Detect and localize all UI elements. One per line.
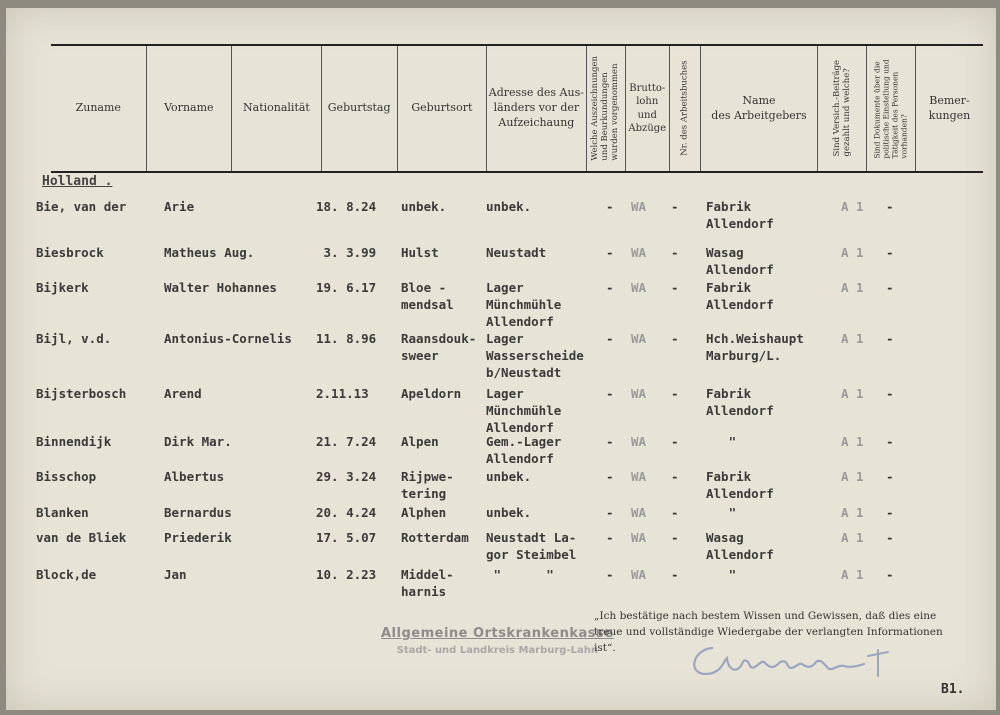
vorname-cell: Arend (164, 386, 202, 401)
adresse-cell: Lager Wasserscheide b/Neustadt (486, 331, 584, 380)
vorname-cell: Walter Hohannes (164, 280, 277, 295)
column-header-row (51, 44, 983, 173)
zuname-cell: Bisschop (36, 469, 97, 484)
arbeitgeber-cell: Hch.Weishaupt Marburg/L. (706, 331, 804, 363)
geburtstag-cell: 18. 8.24 (316, 199, 377, 214)
bruttolohn-cell: WA (631, 245, 647, 260)
auszeichnungen-cell: - (606, 245, 614, 260)
stamp-line-2: Stadt- und Landkreis Marburg-Lahn (396, 645, 598, 656)
auszeichnungen-cell: - (606, 280, 614, 295)
header-nationalitaet: Nationalität (232, 46, 322, 171)
versicherung-cell: A 1 (841, 505, 864, 520)
vorname-cell: Albertus (164, 469, 225, 484)
geburtstag-cell: 21. 7.24 (316, 434, 377, 449)
document-card (6, 8, 996, 710)
arbeitgeber-cell: " (706, 505, 737, 520)
zuname-cell: Blanken (36, 505, 89, 520)
arbeitgeber-cell: " (706, 567, 737, 582)
header-arbeitgeber: Name des Arbeitgebers (701, 46, 818, 171)
zuname-cell: Bie, van der (36, 199, 127, 214)
auszeichnungen-cell: - (606, 199, 614, 214)
versicherung-cell: A 1 (841, 199, 864, 214)
dokumente-cell: - (886, 199, 894, 214)
bruttolohn-cell: WA (631, 567, 647, 582)
adresse-cell: unbek. (486, 199, 532, 214)
arbeitsbuch-cell: - (671, 386, 679, 401)
handwritten-signature (682, 630, 902, 690)
versicherung-cell: A 1 (841, 530, 864, 545)
zuname-cell: van de Bliek (36, 530, 127, 545)
arbeitsbuch-cell: - (671, 199, 679, 214)
adresse-cell: Neustadt (486, 245, 547, 260)
adresse-cell: Neustadt La- gor Steimbel (486, 530, 577, 562)
dokumente-cell: - (886, 280, 894, 295)
vorname-cell: Priederik (164, 530, 232, 545)
arbeitsbuch-cell: - (671, 567, 679, 582)
zuname-cell: Binnendijk (36, 434, 112, 449)
geburtstag-cell: 11. 8.96 (316, 331, 377, 346)
bruttolohn-cell: WA (631, 331, 647, 346)
vorname-cell: Dirk Mar. (164, 434, 232, 449)
insurance-stamp (381, 626, 614, 656)
vorname-cell: Matheus Aug. (164, 245, 255, 260)
arbeitgeber-cell: Wasag Allendorf (706, 245, 774, 277)
versicherung-cell: A 1 (841, 280, 864, 295)
bruttolohn-cell: WA (631, 434, 647, 449)
section-title: Holland . (42, 174, 113, 189)
auszeichnungen-cell: - (606, 505, 614, 520)
geburtstag-cell: 10. 2.23 (316, 567, 377, 582)
header-adresse: Adresse des Aus- länders vor der Aufzeichaung (487, 46, 586, 171)
header-vorname: Vorname (147, 46, 233, 171)
geburtstag-cell: 19. 6.17 (316, 280, 377, 295)
versicherung-cell: A 1 (841, 331, 864, 346)
header-dokumente: Sind Dokumente über die politische Einstellung und Tätigkeit des Personen vorhanden? (867, 46, 916, 171)
auszeichnungen-cell: - (606, 567, 614, 582)
adresse-cell: Lager Münchmühle Allendorf (486, 386, 562, 435)
arbeitsbuch-cell: - (671, 530, 679, 545)
arbeitgeber-cell: Fabrik Allendorf (706, 199, 774, 231)
header-brutto: Brutto- lohn und Abzüge (626, 46, 670, 171)
arbeitgeber-cell: Fabrik Allendorf (706, 280, 774, 312)
versicherung-cell: A 1 (841, 469, 864, 484)
bruttolohn-cell: WA (631, 505, 647, 520)
bruttolohn-cell: WA (631, 199, 647, 214)
certification-statement: „Ich bestätige nach bestem Wissen und Gewissen, daß dies eine treue und vollständige Wiedergabe der verlangten Informationen ist“. (594, 610, 943, 654)
vorname-cell: Arie (164, 199, 195, 214)
page-number: B1. (941, 682, 965, 697)
geburtstag-cell: 17. 5.07 (316, 530, 377, 545)
arbeitgeber-cell: " (706, 434, 737, 449)
geburtsort-cell: Hulst (401, 245, 439, 260)
header-geburtsort: Geburtsort (398, 46, 488, 171)
arbeitsbuch-cell: - (671, 505, 679, 520)
geburtsort-cell: unbek. (401, 199, 447, 214)
vorname-cell: Bernardus (164, 505, 232, 520)
stamp-line-1: Allgemeine Ortskrankenkasse (381, 626, 614, 641)
bruttolohn-cell: WA (631, 530, 647, 545)
dokumente-cell: - (886, 434, 894, 449)
auszeichnungen-cell: - (606, 386, 614, 401)
dokumente-cell: - (886, 505, 894, 520)
vorname-cell: Jan (164, 567, 187, 582)
dokumente-cell: - (886, 245, 894, 260)
arbeitsbuch-cell: - (671, 469, 679, 484)
arbeitsbuch-cell: - (671, 280, 679, 295)
geburtstag-cell: 2.11.13 (316, 386, 369, 401)
geburtstag-cell: 29. 3.24 (316, 469, 377, 484)
arbeitgeber-cell: Fabrik Allendorf (706, 469, 774, 501)
bruttolohn-cell: WA (631, 469, 647, 484)
adresse-cell: unbek. (486, 469, 532, 484)
geburtsort-cell: Alphen (401, 505, 447, 520)
zuname-cell: Bijl, v.d. (36, 331, 112, 346)
header-zuname: Zuname (51, 46, 147, 171)
geburtstag-cell: 20. 4.24 (316, 505, 377, 520)
adresse-cell: Gem.-Lager Allendorf (486, 434, 562, 466)
adresse-cell: " " (486, 567, 554, 582)
geburtsort-cell: Alpen (401, 434, 439, 449)
dokumente-cell: - (886, 469, 894, 484)
zuname-cell: Block,de (36, 567, 97, 582)
adresse-cell: unbek. (486, 505, 532, 520)
versicherung-cell: A 1 (841, 245, 864, 260)
header-versicherung: Sind Versich.-Beiträge gezahlt und welche? (818, 46, 867, 171)
header-geburtstag: Geburtstag (322, 46, 398, 171)
adresse-cell: Lager Münchmühle Allendorf (486, 280, 562, 329)
arbeitsbuch-cell: - (671, 245, 679, 260)
arbeitgeber-cell: Wasag Allendorf (706, 530, 774, 562)
dokumente-cell: - (886, 331, 894, 346)
arbeitsbuch-cell: - (671, 434, 679, 449)
header-auszeichnungen: Welche Auszeichnungen und Beurkundungen wurden vorgenommen (587, 46, 626, 171)
bruttolohn-cell: WA (631, 280, 647, 295)
bruttolohn-cell: WA (631, 386, 647, 401)
arbeitgeber-cell: Fabrik Allendorf (706, 386, 774, 418)
versicherung-cell: A 1 (841, 567, 864, 582)
versicherung-cell: A 1 (841, 434, 864, 449)
arbeitsbuch-cell: - (671, 331, 679, 346)
geburtstag-cell: 3. 3.99 (316, 245, 377, 260)
auszeichnungen-cell: - (606, 530, 614, 545)
auszeichnungen-cell: - (606, 434, 614, 449)
geburtsort-cell: Apeldorn (401, 386, 462, 401)
auszeichnungen-cell: - (606, 469, 614, 484)
geburtsort-cell: Rijpwe- tering (401, 469, 454, 501)
vorname-cell: Antonius-Cornelis (164, 331, 292, 346)
header-bemerkungen: Bemer- kungen (928, 93, 971, 122)
geburtsort-cell: Rotterdam (401, 530, 469, 545)
header-arbeitsbuch: Nr. des Arbeitsbuches (670, 46, 701, 171)
zuname-cell: Biesbrock (36, 245, 104, 260)
dokumente-cell: - (886, 386, 894, 401)
zuname-cell: Bijkerk (36, 280, 89, 295)
geburtsort-cell: Middel- harnis (401, 567, 454, 599)
versicherung-cell: A 1 (841, 386, 864, 401)
geburtsort-cell: Raansdouk- sweer (401, 331, 477, 363)
auszeichnungen-cell: - (606, 331, 614, 346)
dokumente-cell: - (886, 530, 894, 545)
zuname-cell: Bijsterbosch (36, 386, 127, 401)
dokumente-cell: - (886, 567, 894, 582)
geburtsort-cell: Bloe - mendsal (401, 280, 454, 312)
